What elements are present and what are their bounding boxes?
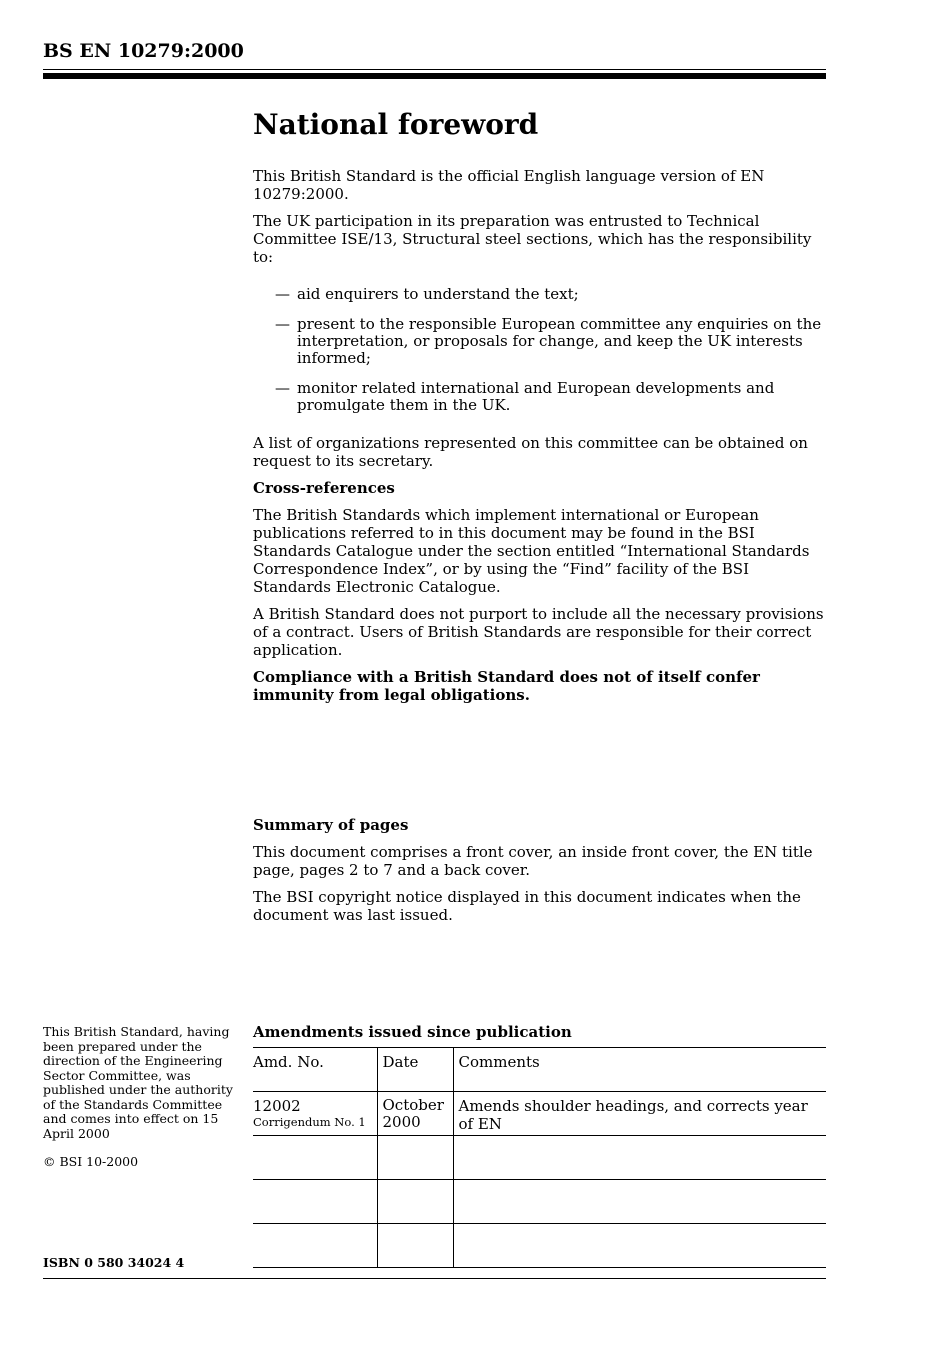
document-id: BS EN 10279:2000 [43, 40, 244, 62]
responsibility-list [253, 286, 828, 414]
amd-note: Corrigendum No. 1 [253, 1115, 366, 1129]
table-header-row [253, 1048, 826, 1092]
header-date: Date [377, 1048, 453, 1092]
summary-section [253, 816, 828, 933]
foreword-paragraph-1: This British Standard is the official English language version of EN 10279:2000. [253, 167, 765, 203]
summary-paragraph-2: The BSI copyright notice displayed in this document indicates when the document was last issued. [253, 888, 801, 924]
foreword-paragraph-3: A list of organizations represented on this committee can be obtained on request to its secretary. [253, 434, 808, 470]
copyright-notice: © BSI 10-2000 [43, 1154, 139, 1169]
compliance-statement: Compliance with a British Standard does not of itself confer immunity from legal obligations. [253, 668, 760, 704]
table-row [253, 1224, 826, 1268]
crossref-heading: Cross-references [253, 479, 395, 497]
list-item: — aid enquirers to understand the text; [275, 285, 579, 303]
foreword-paragraph-2: The UK participation in its preparation was entrusted to Technical Committee ISE/13, Structural steel sections, which has the responsibility to: [253, 212, 812, 266]
table-row [253, 1092, 826, 1136]
summary-paragraph-1: This document comprises a front cover, an inside front cover, the EN title page, pages 2 to 7 and a back cover. [253, 843, 813, 879]
provisions-paragraph: A British Standard does not purport to include all the necessary provisions of a contract. Users of British Standards are responsible for their correct application. [253, 605, 824, 659]
header-rule-thin [43, 69, 826, 70]
dash-bullet: — [275, 285, 290, 303]
publication-note: This British Standard, having been prepared under the direction of the Engineering Sector Committee, was published under the authority of the Standards Committee and comes into effect on 15 April 2000 [43, 1024, 233, 1141]
dash-bullet: — [275, 315, 290, 333]
isbn: ISBN 0 580 34024 4 [43, 1255, 185, 1270]
list-item: — present to the responsible European committee any enquiries on the interpretation, or proposals for change, and keep the UK interests informed; [275, 315, 822, 367]
amd-comments: Amends shoulder headings, and corrects year of EN [453, 1092, 826, 1136]
list-item: — monitor related international and European developments and promulgate them in the UK. [275, 379, 775, 414]
amd-date: October 2000 [377, 1092, 453, 1136]
table-row [253, 1136, 826, 1180]
header-amd-no: Amd. No. [253, 1048, 377, 1092]
page-title: National foreword [253, 108, 539, 141]
amendments-table [253, 1047, 826, 1268]
footer-rule [43, 1278, 826, 1279]
dash-bullet: — [275, 379, 290, 397]
header-rule-thick [43, 73, 826, 79]
foreword-section [253, 108, 828, 713]
header-comments: Comments [453, 1048, 826, 1092]
amd-number: 12002 [253, 1097, 301, 1115]
crossref-paragraph: The British Standards which implement international or European publications referred to in this document may be found in the BSI Standards Catalogue under the section entitled “International Standards Correspondence Index”, or by using the “Find” facility of the BSI Standards Electronic Catalogue. [253, 506, 810, 596]
amendments-title: Amendments issued since publication [253, 1023, 572, 1041]
table-row [253, 1180, 826, 1224]
summary-heading: Summary of pages [253, 816, 409, 834]
